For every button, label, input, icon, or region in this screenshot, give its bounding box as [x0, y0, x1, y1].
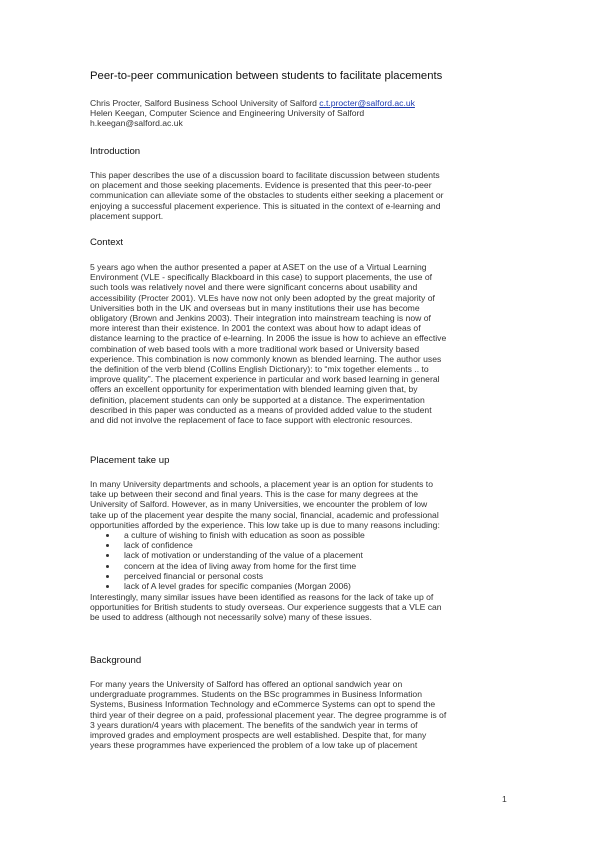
bullet-icon — [106, 554, 109, 557]
paragraph-line: placement support. — [90, 210, 164, 221]
bullet-icon — [106, 534, 109, 537]
paragraph-line: This paper describes the use of a discussion board to facilitate discussion between students — [90, 170, 440, 180]
paragraph-line: obligatory (Brown and Jenkins 2003). Their integration into mainstream teaching is now of — [90, 313, 431, 324]
paragraph-line: Interestingly, many similar issues have been identified as reasons for the lack of take up of — [90, 592, 434, 602]
list-item — [90, 540, 515, 550]
bullet-icon — [106, 585, 109, 588]
paragraph-line: opportunities for British students to study overseas. Our experience suggests that a VLE can — [90, 602, 442, 613]
list-item-text: perceived financial or personal costs — [124, 570, 264, 581]
paragraph-line: experience. This combination is now commonly known as blended learning. The author uses — [90, 353, 442, 364]
paragraph-line: the definition of the verb blend (Collins English Dictionary): to “mix together elements .. to — [90, 364, 429, 375]
paragraph-line: take up between their second and final years. This is the case for many degrees at the — [90, 489, 419, 500]
paragraph-line: offers an excellent opportunity for experimentation with blended learning given that, by — [90, 384, 418, 395]
bullet-icon — [106, 575, 109, 578]
list-item — [90, 550, 515, 560]
list-item-text: a culture of wishing to finish with education as soon as possible — [124, 530, 365, 540]
paragraph-line: described in this paper was conducted as a means of provided added value to the student — [90, 404, 432, 415]
bullet-icon — [106, 565, 109, 568]
paragraph-line: In many University departments and schools, a placement year is an option for students to — [90, 479, 433, 489]
author-1-affiliation: Chris Procter, Salford Business School University of Salford — [90, 98, 320, 108]
heading-context: Context — [90, 237, 124, 248]
context-paragraph — [90, 262, 515, 425]
paragraph-line: distance learning to the practice of e-learning. In 2006 the issue is how to achieve an effective — [90, 333, 447, 344]
reasons-bullet-list — [90, 530, 515, 591]
paper-title: Peer-to-peer communication between students to facilitate placements — [90, 70, 443, 82]
paragraph-line: undergraduate programmes. Students on the BSc programmes in Business Information — [90, 689, 422, 700]
list-item — [90, 530, 515, 540]
paragraph-line: more interest than their existence. In 2001 the context was about how to adapt ideas of — [90, 323, 421, 334]
placement-take-up-paragraph — [90, 479, 515, 530]
paragraph-line: take up of the placement year despite the many social, financial, academic and professional — [90, 509, 439, 520]
list-item — [90, 571, 515, 581]
paragraph-line: For many years the University of Salford has offered an optional sandwich year on — [90, 679, 403, 689]
list-item-text: lack of motivation or understanding of the value of a placement — [124, 550, 363, 561]
heading-placement-take-up: Placement take up — [90, 455, 170, 466]
paragraph-line: opportunities afforded by the experience. This low take up is due to many reasons including: — [90, 519, 440, 530]
author-1-email-link[interactable]: c.t.procter@salford.ac.uk — [319, 98, 415, 108]
paragraph-line: accessibility (Procter 2001). VLEs have now not only been adopted by the great majority of — [90, 292, 435, 303]
author-line-2: Helen Keegan, Computer Science and Engineering University of Salford — [90, 108, 365, 119]
paragraph-line: 3 years duration/4 years with placement. The benefits of the sandwich year in terms of — [90, 719, 418, 730]
paragraph-line: improved grades and employment prospects are well established. Despite that, for many — [90, 730, 427, 741]
paragraph-line: years these programmes have experienced the problem of a low take up of placement — [90, 740, 418, 751]
paragraph-line: on placement and those seeking placements. Evidence is presented that this peer-to-peer — [90, 180, 432, 191]
paragraph-line: Environment (VLE - specifically Blackboard in this case) to support placements, the use of — [90, 272, 433, 283]
paragraph-line: communication can alleviate some of the obstacles to students either seeking a placement or — [90, 190, 444, 201]
author-line-1 — [90, 98, 530, 108]
list-item-text: lack of A level grades for specific companies (Morgan 2006) — [124, 581, 351, 592]
paragraph-line: enjoying a successful placement experience. This is situated in the context of e-learning and — [90, 200, 441, 211]
paragraph-line: combination of web based tools with a more traditional work based or University based — [90, 343, 420, 354]
list-item-text: concern at the idea of living away from home for the first time — [124, 560, 357, 571]
bullet-icon — [106, 544, 109, 547]
paragraph-line: and did not involve the replacement of face to face support with electronic resources. — [90, 415, 413, 426]
page-number: 1 — [502, 794, 507, 804]
list-item-text: lack of confidence — [124, 540, 193, 551]
paragraph-line: definition, placement students can only be supported at a distance. The experimentation — [90, 394, 425, 405]
introduction-paragraph — [90, 170, 515, 221]
paragraph-line: third year of their degree on a paid, professional placement year. The degree programme is of — [90, 709, 447, 720]
paragraph-line: be used to address (although not necessarily solve) many of these issues. — [90, 612, 372, 623]
paragraph-line: Systems, Business Information Technology and eCommerce Systems can opt to spend the — [90, 699, 436, 710]
author-line-3: h.keegan@salford.ac.uk — [90, 118, 183, 129]
heading-introduction: Introduction — [90, 146, 141, 157]
paragraph-line: Universities both in the UK and overseas but in many institutions their use has become — [90, 302, 420, 313]
heading-background: Background — [90, 655, 142, 666]
background-paragraph — [90, 679, 515, 750]
paragraph-line: improve quality”. The placement experience in particular and work based learning in general — [90, 374, 440, 385]
paragraph-line: University of Salford. However, as in many Universities, we encounter the problem of low — [90, 499, 428, 510]
author-block — [90, 98, 530, 129]
paragraph-line: 5 years ago when the author presented a paper at ASET on the use of a Virtual Learning — [90, 262, 427, 272]
list-item — [90, 561, 515, 571]
paragraph-line: such tools was relatively novel and there were significant concerns about usability and — [90, 282, 418, 293]
placement-take-up-closing-paragraph — [90, 592, 515, 623]
list-item — [90, 581, 515, 591]
